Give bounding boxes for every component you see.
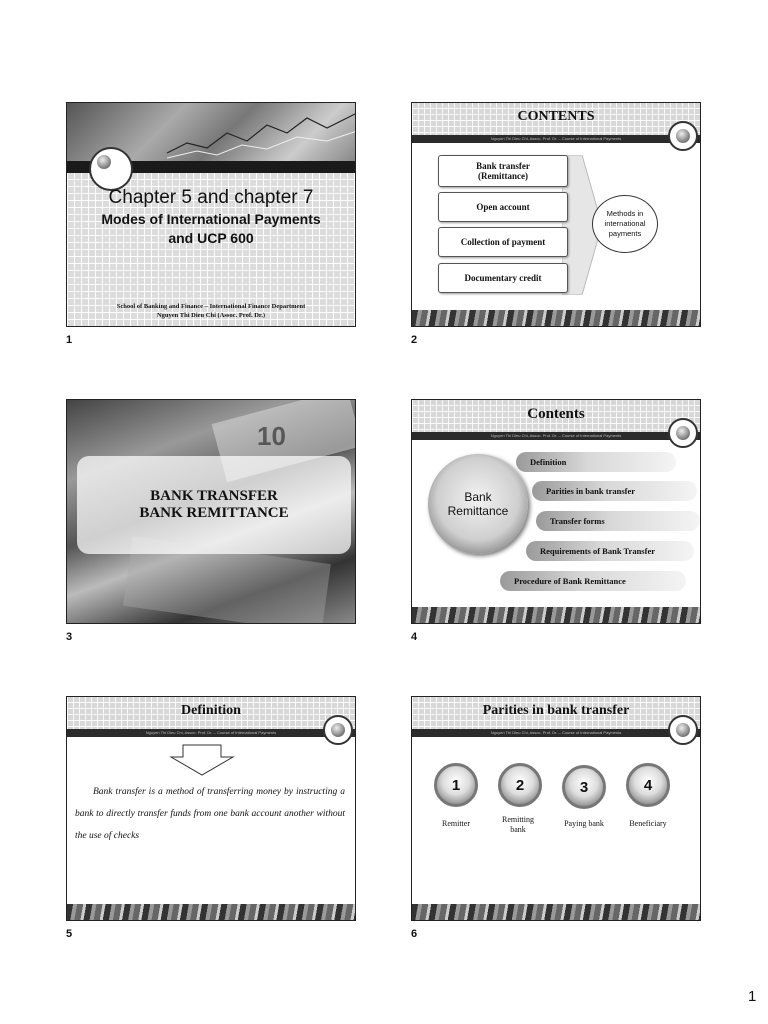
slide-header-strip: Nguyen Thi Dieu Chi, Assoc. Prof. Dr. – Course of International Payments bbox=[412, 729, 700, 737]
party-label-paying-bank: Paying bank bbox=[564, 819, 604, 828]
slide-footer-strip bbox=[412, 607, 700, 623]
slide-3-line-2: BANK REMITTANCE bbox=[139, 505, 289, 521]
bank-remittance-label-2: Remittance bbox=[447, 504, 509, 518]
slide-footer-strip bbox=[67, 904, 355, 920]
contents-box-label: Collection of payment bbox=[460, 237, 546, 247]
slide-1-subtitle-2: and UCP 600 bbox=[168, 230, 254, 246]
contents-box-open-account bbox=[438, 192, 568, 222]
bank-remittance-label-1: Bank bbox=[464, 490, 492, 504]
slide-1-title: Chapter 5 and chapter 7 bbox=[108, 187, 314, 208]
methods-label: Methods in international payments bbox=[604, 209, 646, 238]
contents-box-label: Open account bbox=[476, 202, 530, 212]
party-circle-2 bbox=[498, 763, 542, 807]
slide-3 bbox=[66, 399, 356, 624]
slide-1-author: Nguyen Thi Dieu Chi (Assoc. Prof. Dr.) bbox=[156, 312, 266, 319]
svg-text:10: 10 bbox=[257, 421, 286, 451]
contents-box-label: (Remittance) bbox=[478, 171, 528, 181]
slide-number-1: 1 bbox=[66, 334, 73, 346]
party-circle-1 bbox=[434, 763, 478, 807]
globe-icon bbox=[668, 121, 698, 151]
bank-remittance-circle bbox=[428, 454, 528, 554]
contents-item-label: Procedure of Bank Remittance bbox=[514, 576, 626, 586]
slide-5-title: Definition bbox=[181, 703, 241, 718]
contents-item-procedure bbox=[500, 571, 686, 591]
contents-item-requirements bbox=[526, 541, 694, 561]
party-label-remitter: Remitter bbox=[442, 819, 470, 828]
globe-icon bbox=[668, 418, 698, 448]
party-circle-4 bbox=[626, 763, 670, 807]
contents-item-label: Parities in bank transfer bbox=[546, 486, 636, 496]
globe-icon bbox=[323, 715, 353, 745]
contents-item-parities bbox=[532, 481, 697, 501]
party-number: 1 bbox=[451, 776, 461, 794]
down-arrow-icon bbox=[169, 743, 235, 777]
party-number: 4 bbox=[643, 776, 653, 794]
page-number: 1 bbox=[748, 988, 757, 1005]
party-number: 3 bbox=[579, 778, 589, 796]
party-label-beneficiary: Beneficiary bbox=[629, 819, 667, 828]
contents-box-documentary-credit bbox=[438, 263, 568, 293]
slide-6-title: Parities in bank transfer bbox=[482, 703, 630, 718]
slide-5 bbox=[66, 696, 356, 921]
slide-header-strip: Nguyen Thi Dieu Chi, Assoc. Prof. Dr. – Course of International Payments bbox=[412, 432, 700, 440]
contents-box-collection bbox=[438, 227, 568, 257]
slide-6 bbox=[411, 696, 701, 921]
slide-1 bbox=[66, 102, 356, 327]
slide-number-6: 6 bbox=[411, 928, 418, 940]
slide-1-school: School of Banking and Finance – International Finance Department bbox=[116, 303, 306, 310]
party-circle-3 bbox=[562, 765, 606, 809]
slide-2-title: CONTENTS bbox=[517, 109, 595, 124]
slide-number-3: 3 bbox=[66, 631, 73, 643]
definition-body: Bank transfer is a method of transferring money by instructing a bank to directly transfer funds from one bank account another without the use of checks bbox=[75, 787, 345, 841]
slide-4 bbox=[411, 399, 701, 624]
slide-header-strip: Nguyen Thi Dieu Chi, Assoc. Prof. Dr. – Course of International Payments bbox=[412, 135, 700, 143]
slide-1-subtitle-1: Modes of International Payments bbox=[101, 211, 321, 227]
contents-item-label: Definition bbox=[530, 457, 567, 467]
contents-item-definition bbox=[516, 452, 676, 472]
slide-header-strip: Nguyen Thi Dieu Chi, Assoc. Prof. Dr. – Course of International Payments bbox=[67, 729, 355, 737]
slide-footer-strip bbox=[412, 310, 700, 326]
globe-icon bbox=[668, 715, 698, 745]
contents-item-label: Requirements of Bank Transfer bbox=[540, 546, 655, 556]
contents-item-transfer-forms bbox=[536, 511, 700, 531]
party-label-remitting-bank: Remitting bank bbox=[502, 815, 534, 834]
slide-number-2: 2 bbox=[411, 334, 418, 346]
slide-footer-strip bbox=[412, 904, 700, 920]
slide-2 bbox=[411, 102, 701, 327]
contents-box-bank-transfer bbox=[438, 155, 568, 187]
methods-circle bbox=[592, 195, 658, 253]
slide-number-4: 4 bbox=[411, 631, 418, 643]
slide-3-line-1: BANK TRANSFER bbox=[150, 488, 278, 504]
contents-box-label: Bank transfer bbox=[476, 161, 530, 171]
slide-number-5: 5 bbox=[66, 928, 73, 940]
party-number: 2 bbox=[515, 776, 525, 794]
slide-3-title-box bbox=[77, 456, 351, 554]
contents-item-label: Transfer forms bbox=[550, 516, 605, 526]
globe-icon bbox=[89, 147, 133, 191]
contents-box-label: Documentary credit bbox=[464, 273, 542, 283]
slide-4-title: Contents bbox=[527, 406, 585, 422]
